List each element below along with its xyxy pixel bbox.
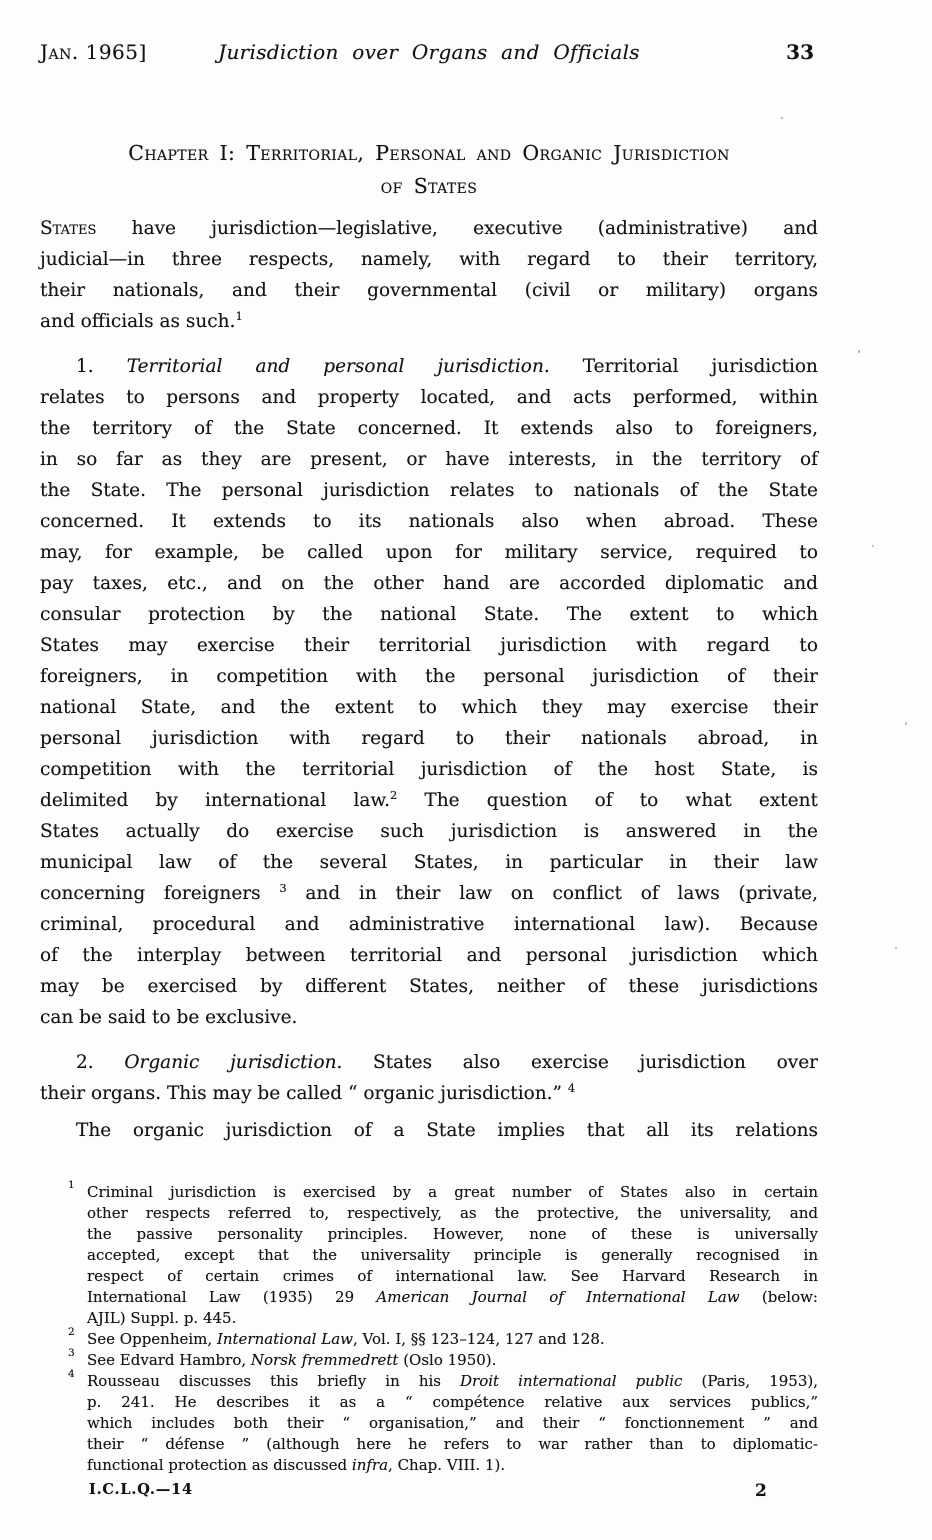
text-line: judicial—in three respects, namely, with regard to their territory, <box>40 249 818 270</box>
footnote-line: See Oppenheim, International Law, Vol. I, §§ 123–124, 127 and 128. <box>87 1330 605 1348</box>
text-line: delimited by international law.$^2$ The question of to what extent <box>40 787 818 811</box>
footnote-marker: 3 <box>68 1347 75 1359</box>
text-line: consular protection by the national State. The extent to which <box>40 604 818 625</box>
footnote-marker: 4 <box>68 1368 75 1380</box>
text-line: national State, and the extent to which they may exercise their <box>40 697 818 718</box>
footnote <box>64 1368 818 1476</box>
footer-sheet-number: 2 <box>755 1481 767 1501</box>
footnote-line: the passive personality principles. However, none of these is universally <box>87 1225 818 1243</box>
scan-speck <box>905 722 907 725</box>
footnote-line: other respects referred to, respectively, as the protective, the universality, and <box>87 1204 818 1222</box>
paragraph <box>40 1115 818 1146</box>
text-line: competition with the territorial jurisdiction of the host State, is <box>40 759 818 780</box>
text-line: their organs. This may be called “ organic jurisdiction.” $^4$ <box>40 1080 576 1104</box>
footnote-line: Criminal jurisdiction is exercised by a great number of States also in certain <box>87 1183 818 1201</box>
footnote-line: p. 241. He describes it as a “ compétence relative aux services publics,” <box>87 1393 818 1411</box>
text-line: pay taxes, etc., and on the other hand are accorded diplomatic and <box>40 573 818 594</box>
text-line: States may exercise their territorial jurisdiction with regard to <box>40 635 818 656</box>
footnote <box>64 1326 818 1350</box>
running-header <box>40 40 818 70</box>
text-line: personal jurisdiction with regard to their nationals abroad, in <box>40 728 818 749</box>
paragraph <box>40 351 818 1033</box>
chapter-heading <box>40 137 818 203</box>
footnote-line: their “ défense ” (although here he refers to war rather than to diplomatic- <box>87 1435 818 1453</box>
text-line: 1. Territorial and personal jurisdiction. Territorial jurisdiction <box>76 356 818 377</box>
header-page-number: 33 <box>786 40 814 64</box>
footnote-line: See Edvard Hambro, Norsk fremmedrett (Oslo 1950). <box>87 1351 497 1369</box>
scan-speck <box>872 545 874 547</box>
footnote-line: respect of certain crimes of international law. See Harvard Research in <box>87 1267 818 1285</box>
text-line: and officials as such.$^1$ <box>40 308 243 332</box>
footnote-line: AJIL) Suppl. p. 445. <box>87 1309 237 1327</box>
text-line: relates to persons and property located, and acts performed, within <box>40 387 818 408</box>
body-text <box>40 213 818 1146</box>
text-line: may be exercised by different States, neither of these jurisdictions <box>40 976 818 997</box>
footnote-marker: 1 <box>68 1179 75 1191</box>
text-line: States actually do exercise such jurisdiction is answered in the <box>40 821 818 842</box>
text-line: foreigners, in competition with the personal jurisdiction of their <box>40 666 818 687</box>
header-title: Jurisdiction over Organs and Officials <box>218 40 640 64</box>
footnote-line: International Law (1935) 29 American Journal of International Law (below: <box>87 1288 818 1306</box>
text-line: their nationals, and their governmental (civil or military) organs <box>40 280 818 301</box>
footnote-line: Rousseau discusses this briefly in his Droit international public (Paris, 1953), <box>87 1372 818 1390</box>
footnote-line: functional protection as discussed infra, Chap. VIII. 1). <box>87 1456 506 1474</box>
paragraph <box>40 1047 818 1109</box>
footer-volume-signature: I.C.L.Q.—14 <box>89 1481 193 1498</box>
text-line: may, for example, be called upon for military service, required to <box>40 542 818 563</box>
footnote-line: which includes both their “ organisation,” and their “ fonctionnement ” and <box>87 1414 818 1432</box>
chapter-heading-line2: of States <box>380 174 478 198</box>
paragraph <box>40 213 818 337</box>
footnote-line: accepted, except that the universality principle is generally recognised in <box>87 1246 818 1264</box>
scan-speck <box>858 350 860 353</box>
scan-speck <box>895 947 897 949</box>
text-line: 2. Organic jurisdiction. States also exercise jurisdiction over <box>76 1052 819 1073</box>
header-date: Jan. 1965] <box>40 40 147 64</box>
text-line: of the interplay between territorial and personal jurisdiction which <box>40 945 818 966</box>
scan-speck <box>781 117 783 119</box>
text-line: concerning foreigners $^3$ and in their law on conflict of laws (private, <box>40 880 819 904</box>
text-line: The organic jurisdiction of a State implies that all its relations <box>76 1120 818 1141</box>
text-line: municipal law of the several States, in particular in their law <box>40 852 818 873</box>
text-line: States have jurisdiction—legislative, executive (administrative) and <box>40 218 818 239</box>
text-line: the territory of the State concerned. It extends also to foreigners, <box>40 418 818 439</box>
footnote <box>64 1347 818 1371</box>
footnote-marker: 2 <box>68 1326 75 1338</box>
text-line: can be said to be exclusive. <box>40 1007 298 1028</box>
footnote <box>64 1179 818 1329</box>
page-footer <box>0 1481 932 1505</box>
text-line: in so far as they are present, or have interests, in the territory of <box>40 449 818 470</box>
text-line: criminal, procedural and administrative international law). Because <box>40 914 818 935</box>
footnotes <box>64 1179 818 1476</box>
text-line: the State. The personal jurisdiction relates to nationals of the State <box>40 480 818 501</box>
chapter-heading-line1: Chapter I: Territorial, Personal and Organic Jurisdiction <box>128 141 730 165</box>
text-line: concerned. It extends to its nationals also when abroad. These <box>40 511 818 532</box>
